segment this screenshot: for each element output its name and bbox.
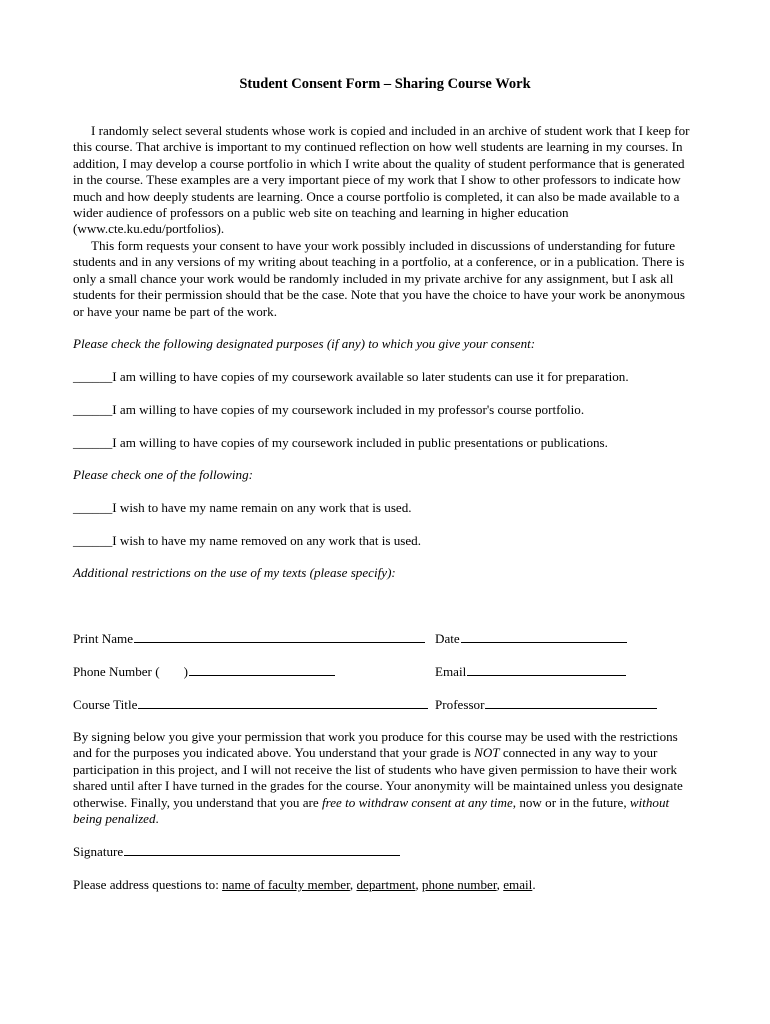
signature-field[interactable] — [73, 844, 400, 860]
date-label: Date — [435, 631, 460, 646]
course-title-label: Course Title — [73, 697, 138, 712]
purpose-option-preparation[interactable]: ______I am willing to have copies of my coursework available so later students can use it for preparation. — [73, 369, 629, 384]
date-line[interactable] — [461, 631, 627, 643]
professor-field[interactable] — [435, 697, 657, 713]
name-option-prompt: Please check one of the following: — [73, 467, 253, 482]
questions-end: . — [532, 877, 536, 892]
closing-text-3: , now or in the future, — [512, 794, 630, 810]
professor-line[interactable] — [485, 697, 657, 709]
phone-number-label: Phone Number ( — [73, 664, 160, 679]
print-name-field[interactable] — [73, 631, 425, 647]
phone-number-link[interactable]: phone number — [421, 877, 497, 892]
page-title: Student Consent Form – Sharing Course Work — [239, 76, 531, 92]
email-label: Email — [435, 664, 467, 679]
course-title-field[interactable] — [73, 697, 428, 713]
closing-paragraph — [73, 729, 693, 827]
phone-close-paren: ) — [183, 664, 188, 679]
signature-label: Signature — [73, 844, 124, 859]
purpose-option-portfolio[interactable]: ______I am willing to have copies of my coursework included in my professor's course portfolio. — [73, 402, 585, 417]
department-link[interactable]: department — [356, 877, 416, 892]
questions-label: Please address questions to: — [73, 877, 223, 892]
course-title-line[interactable] — [138, 697, 428, 709]
questions-sep-2: , — [415, 877, 422, 892]
questions-line — [73, 877, 536, 893]
restrictions-prompt: Additional restrictions on the use of my texts (please specify): — [73, 565, 396, 580]
phone-number-field[interactable] — [73, 664, 335, 680]
signature-line[interactable] — [124, 844, 400, 856]
closing-withdraw-emphasis: free to withdraw consent at any time — [321, 794, 513, 810]
email-field[interactable] — [435, 664, 626, 680]
date-field[interactable] — [435, 631, 627, 647]
questions-sep-3: , — [496, 877, 504, 892]
email-link[interactable]: email — [503, 877, 533, 892]
closing-penalized-emphasis: without being penalized — [73, 794, 670, 827]
purpose-option-publications[interactable]: ______I am willing to have copies of my coursework included in public presentations or publications. — [73, 435, 608, 450]
closing-text-1: By signing below you give your permission that work you produce for this course may be used with the restrictions and for the purposes you indicated above. You understand that your grade is — [73, 729, 678, 761]
purposes-prompt: Please check the following designated purposes (if any) to which you give your consent: — [73, 336, 536, 351]
professor-label: Professor — [435, 697, 485, 712]
name-option-removed[interactable]: ______I wish to have my name removed on any work that is used. — [73, 533, 422, 548]
questions-sep-1: , — [349, 877, 357, 892]
intro-paragraph-1: I randomly select several students whose work is copied and included in an archive of student work that I keep for this course. That archive is important to my continued reflection on how well students are learning in my courses. In addition, I may develop a course portfolio in which I write about the quality of student performance that is generated in the course. These examples are a very important piece of my work that I show to other professors to indicate how much and how deeply students are learning. Once a course portfolio is completed, it can also be made available to a wider audience of professors on a public web site on teaching and learning in higher education (www.cte.ku.edu/portfolios). — [73, 123, 690, 237]
closing-text-4: . — [155, 811, 159, 827]
intro-paragraph-2: This form requests your consent to have your work possibly included in discussions of understanding for future students and in any versions of my writing about teaching in a portfolio, at a conference, or in a publication. There is only a small chance your work would be randomly included in my private archive for any assignment, but I ask all students for their permission should that be the case. Note that you have the choice to have your work be anonymous or have your name be part of the work. — [73, 238, 685, 319]
print-name-line[interactable] — [134, 631, 425, 643]
phone-number-line[interactable] — [189, 664, 335, 676]
closing-text-2: connected in any way to your participation in this project, and I will not receive the list of students who have given permission to have their work shared until after I have turned in the grades for the course. Your anonymity will be maintained unless you designate otherwise. Finally, you understand that you are — [73, 745, 683, 810]
email-line[interactable] — [467, 664, 626, 676]
print-name-label: Print Name — [73, 631, 134, 646]
closing-not-emphasis: NOT — [474, 745, 500, 761]
faculty-name-link[interactable]: name of faculty member — [222, 877, 350, 892]
name-option-remain[interactable]: ______I wish to have my name remain on any work that is used. — [73, 500, 412, 515]
